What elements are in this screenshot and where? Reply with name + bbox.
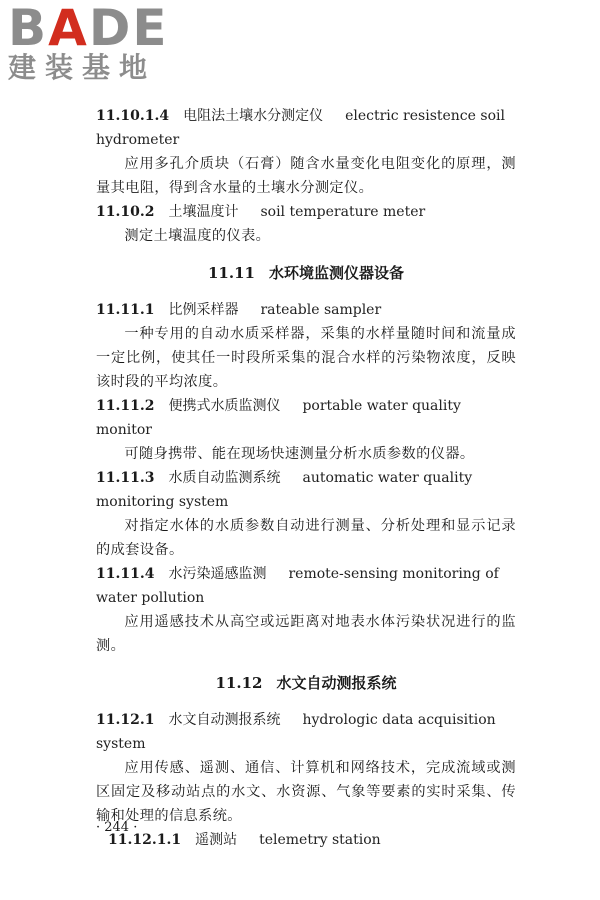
term-english: portable water quality monitor bbox=[96, 398, 461, 438]
section-number: 11.12 bbox=[215, 674, 263, 692]
term-chinese: 遥测站 bbox=[195, 832, 238, 848]
term-number: 11.12.1.1 bbox=[108, 832, 182, 848]
term-chinese: 电阻法土壤水分测定仪 bbox=[183, 108, 324, 124]
term-chinese: 水质自动监测系统 bbox=[168, 470, 281, 486]
term-definition: 测定土壤温度的仪表。 bbox=[124, 228, 271, 244]
term-entry bbox=[96, 708, 516, 756]
logo-subtitle: 建装基地 bbox=[8, 51, 157, 84]
logo-wordmark: BADE bbox=[8, 0, 169, 57]
term-chinese: 便携式水质监测仪 bbox=[168, 398, 281, 414]
term-number: 11.12.1 bbox=[96, 712, 155, 728]
term-chinese: 比例采样器 bbox=[168, 302, 239, 318]
term-chinese: 水文自动测报系统 bbox=[168, 712, 281, 728]
term-number: 11.11.3 bbox=[96, 470, 155, 486]
term-english: telemetry station bbox=[259, 832, 381, 848]
term-entry bbox=[96, 562, 516, 610]
bade-logo bbox=[8, 2, 169, 84]
term-number: 11.10.1.4 bbox=[96, 108, 170, 124]
page-number: · 244 · bbox=[96, 820, 138, 835]
term-english: remote-sensing monitoring of water pollution bbox=[96, 566, 499, 606]
term-definition: 一种专用的自动水质采样器，采集的水样量随时间和流量成一定比例，使其任一时段所采集的混合水样的污染物浓度，反映该时段的平均浓度。 bbox=[96, 326, 516, 390]
section-title: 水文自动测报系统 bbox=[276, 674, 397, 692]
term-definition: 可随身携带、能在现场快速测量分析水质参数的仪器。 bbox=[124, 446, 475, 462]
section-title: 水环境监测仪器设备 bbox=[268, 264, 404, 282]
term-definition: 应用多孔介质块（石膏）随含水量变化电阻变化的原理，测量其电阻，得到含水量的土壤水分测定仪。 bbox=[96, 156, 516, 196]
term-definition: 应用遥感技术从高空或远距离对地表水体污染状况进行的监测。 bbox=[96, 614, 516, 654]
term-chinese: 水污染遥感监测 bbox=[168, 566, 267, 582]
term-definition: 对指定水体的水质参数自动进行测量、分析处理和显示记录的成套设备。 bbox=[96, 518, 516, 558]
term-entry bbox=[96, 828, 516, 852]
page-content bbox=[96, 104, 516, 852]
section-heading bbox=[96, 671, 516, 695]
section-number: 11.11 bbox=[208, 264, 255, 282]
term-english: automatic water quality monitoring system bbox=[96, 470, 473, 510]
term-entry bbox=[96, 200, 516, 224]
term-number: 11.10.2 bbox=[96, 204, 155, 220]
term-number: 11.11.4 bbox=[96, 566, 155, 582]
term-english: rateable sampler bbox=[260, 302, 382, 318]
term-chinese: 土壤温度计 bbox=[168, 204, 239, 220]
term-english: hydrologic data acquisition system bbox=[96, 712, 496, 752]
term-entry bbox=[96, 298, 516, 322]
term-entry bbox=[96, 104, 516, 152]
term-definition: 应用传感、遥测、通信、计算机和网络技术，完成流域或测区固定及移动站点的水文、水资源、气象等要素的实时采集、传输和处理的信息系统。 bbox=[96, 760, 516, 824]
term-number: 11.11.2 bbox=[96, 398, 155, 414]
term-english: soil temperature meter bbox=[260, 204, 426, 220]
term-entry bbox=[96, 466, 516, 514]
term-entry bbox=[96, 394, 516, 442]
term-number: 11.11.1 bbox=[96, 302, 155, 318]
section-heading bbox=[96, 261, 516, 285]
term-english: electric resistence soil hydrometer bbox=[96, 108, 505, 148]
